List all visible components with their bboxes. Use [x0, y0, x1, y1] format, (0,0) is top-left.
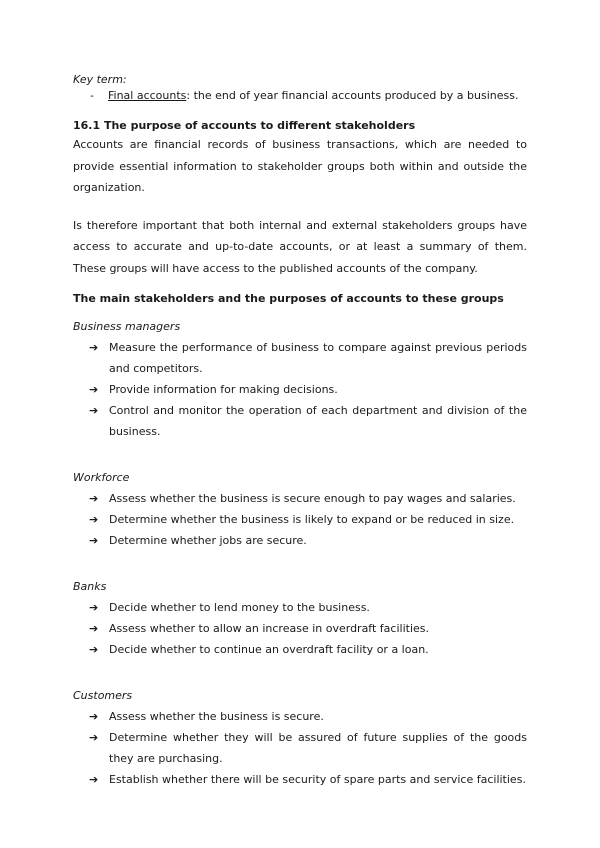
list-item: [73, 530, 527, 551]
stakeholder-purpose-list: [73, 488, 527, 551]
main-stakeholders-heading: The main stakeholders and the purposes of accounts to these groups: [73, 292, 504, 305]
list-item: [73, 727, 527, 769]
stakeholder-groups: [73, 319, 527, 790]
list-item-text: Determine whether they will be assured of future supplies of the goods they are purchasing.: [109, 731, 527, 765]
arrow-bullet-icon: ➔: [89, 534, 99, 547]
dash-bullet: -: [90, 89, 94, 102]
list-item-text: Measure the performance of business to compare against previous periods and competitors.: [109, 341, 527, 375]
arrow-bullet-icon: ➔: [89, 492, 99, 505]
paragraph-1: Accounts are financial records of business transactions, which are needed to provide essential information to stakeholder groups both within and outside the organization.: [73, 138, 527, 194]
key-term-definition: : the end of year financial accounts produced by a business.: [186, 89, 519, 102]
arrow-bullet-icon: ➔: [89, 710, 99, 723]
list-item-text: Provide information for making decisions.: [109, 383, 338, 396]
arrow-bullet-icon: ➔: [89, 622, 99, 635]
list-item-text: Assess whether to allow an increase in overdraft facilities.: [109, 622, 429, 635]
list-item-text: Determine whether the business is likely to expand or be reduced in size.: [109, 513, 515, 526]
stakeholder-purpose-list: [73, 337, 527, 442]
list-item: [73, 337, 527, 379]
stakeholder-group-label: Banks: [73, 580, 107, 593]
list-item-text: Assess whether the business is secure.: [109, 710, 324, 723]
arrow-bullet-icon: ➔: [89, 773, 99, 786]
key-term-item: [73, 88, 527, 104]
list-item: [73, 509, 527, 530]
key-term-label: Key term:: [73, 73, 127, 86]
list-item-text: Assess whether the business is secure enough to pay wages and salaries.: [109, 492, 516, 505]
list-item: [73, 597, 527, 618]
list-item: [73, 400, 527, 442]
stakeholder-group-label: Customers: [73, 689, 133, 702]
arrow-bullet-icon: ➔: [89, 643, 99, 656]
list-item: [73, 639, 527, 660]
list-item-text: Establish whether there will be security of spare parts and service facilities.: [109, 773, 526, 786]
arrow-bullet-icon: ➔: [89, 341, 99, 354]
document-page: [73, 72, 527, 790]
arrow-bullet-icon: ➔: [89, 383, 99, 396]
arrow-bullet-icon: ➔: [89, 731, 99, 744]
list-item-text: Decide whether to continue an overdraft facility or a loan.: [109, 643, 429, 656]
list-item: [73, 769, 527, 790]
arrow-bullet-icon: ➔: [89, 513, 99, 526]
list-item: [73, 618, 527, 639]
list-item-text: Decide whether to lend money to the business.: [109, 601, 370, 614]
stakeholder-group-label: Workforce: [73, 471, 130, 484]
arrow-bullet-icon: ➔: [89, 601, 99, 614]
list-item: [73, 706, 527, 727]
stakeholder-group-label: Business managers: [73, 320, 181, 333]
section-heading-16-1: 16.1 The purpose of accounts to different stakeholders: [73, 119, 416, 132]
list-item: [73, 488, 527, 509]
stakeholder-purpose-list: [73, 597, 527, 660]
stakeholder-purpose-list: [73, 706, 527, 790]
key-term-word: Final accounts: [108, 89, 187, 102]
paragraph-2: Is therefore important that both internal and external stakeholders groups have access to accurate and up-to-date accounts, or at least a summary of them. These groups will have access to the published accounts of the company.: [73, 218, 527, 275]
arrow-bullet-icon: ➔: [89, 404, 99, 417]
list-item-text: Control and monitor the operation of each department and division of the business.: [109, 404, 527, 438]
list-item-text: Determine whether jobs are secure.: [109, 534, 307, 547]
list-item: [73, 379, 527, 400]
